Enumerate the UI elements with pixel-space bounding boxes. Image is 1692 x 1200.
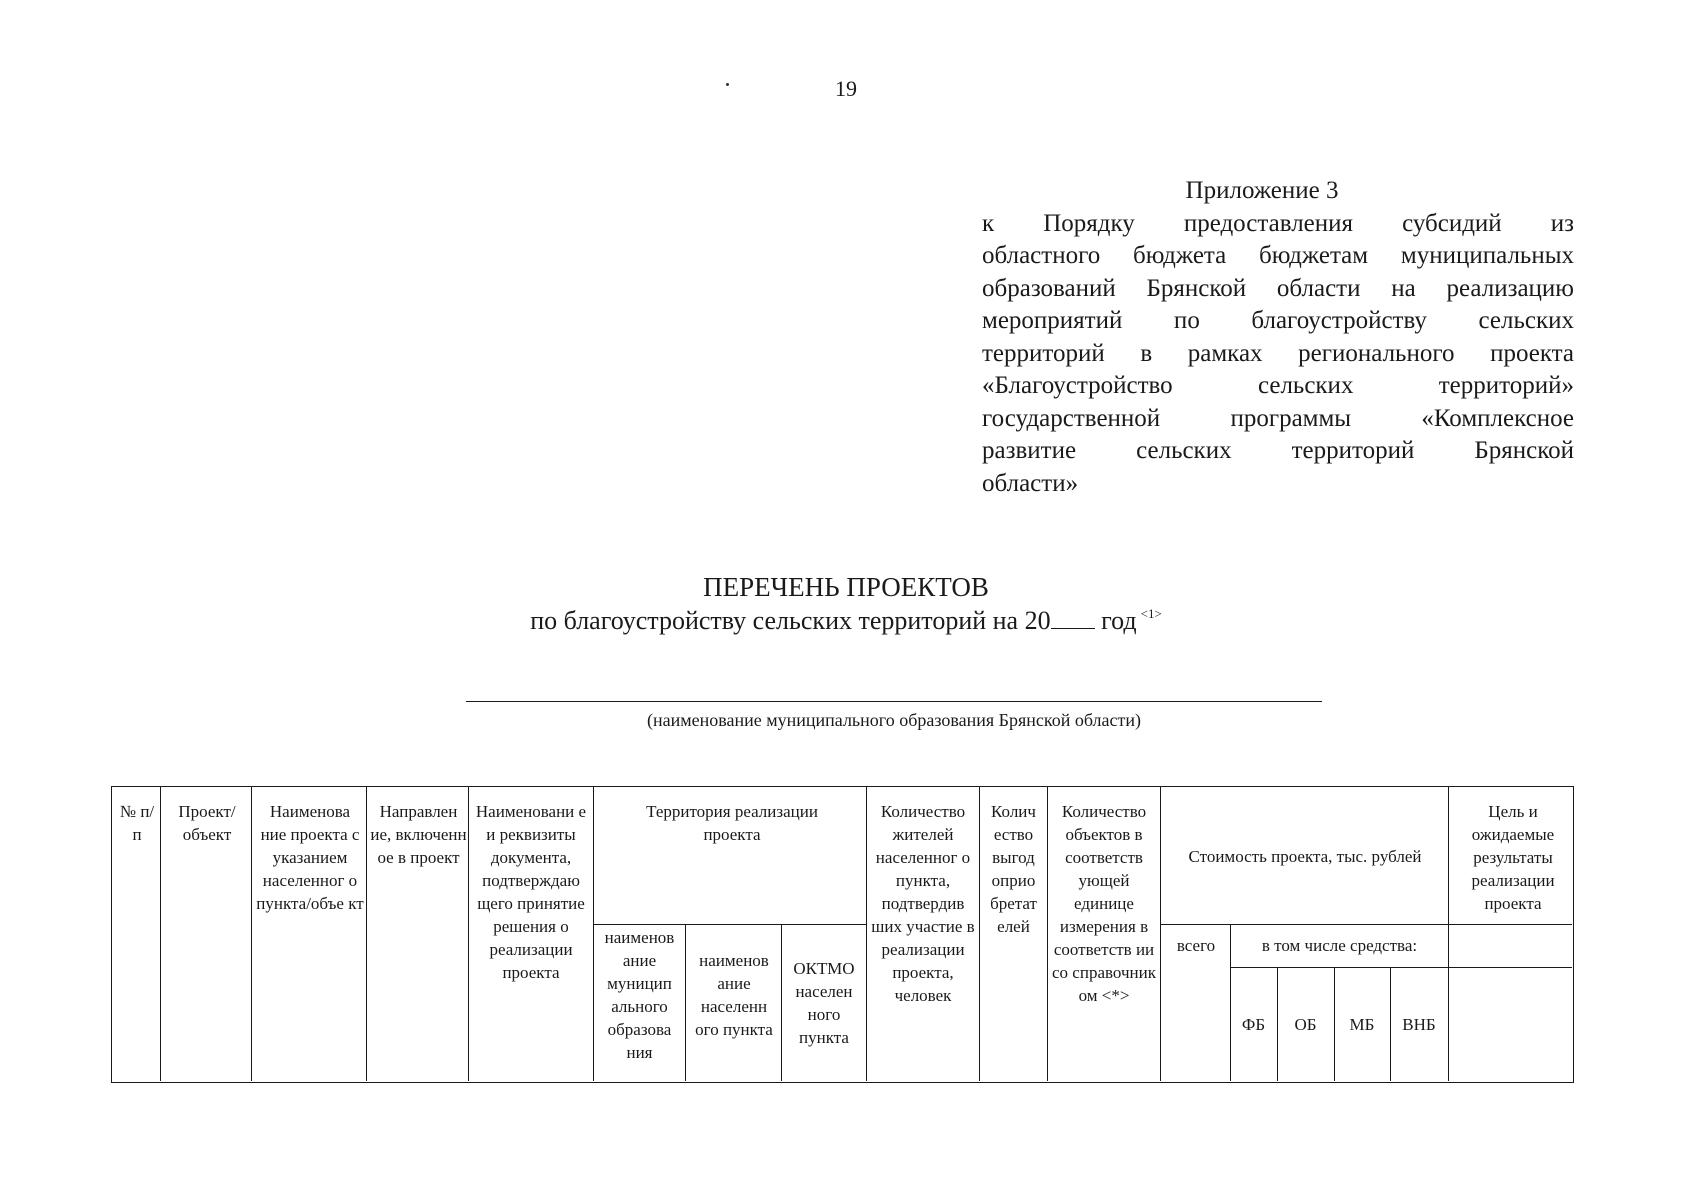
projects-table [111,786,1574,1083]
document-subtitle [0,606,1692,636]
header-fb: ФБ [1241,1015,1266,1034]
header-vnb: ВНБ [1402,1015,1436,1034]
header-mb: МБ [1349,1015,1375,1034]
page-number: 19 [835,76,857,101]
row-divider [1160,924,1572,925]
appendix-line: областного бюджета бюджетам муниципальных [982,242,1574,269]
col-divider [1160,787,1161,1081]
header-territory: Территория реализации проекта [646,802,818,844]
header-territory-municipality: наименов ание муницип ального образова ния [604,928,675,1062]
appendix-line: мероприятий по благоустройству сельских [982,307,1574,334]
document-title: ПЕРЕЧЕНЬ ПРОЕКТОВ [703,572,989,602]
col-divider [1230,924,1231,1081]
col-divider [866,787,867,1081]
row-divider [593,924,866,925]
appendix-line: «Благоустройство сельских территорий» [982,372,1574,399]
header-territory-oktmo: ОКТМО населен ного пункта [793,959,855,1047]
col-divider [593,787,594,1081]
header-territory-settlement: наименов ание населенн ого пункта [695,951,773,1039]
col-divider [1448,787,1449,1081]
col-divider [366,787,367,1081]
header-document: Наименовани е и реквизиты документа, подтверждаю щего принятие решения о реализации проекта [475,802,587,982]
scan-dot [726,83,729,86]
col-divider [251,787,252,1081]
header-including: в том числе средства: [1261,936,1418,955]
appendix-title: Приложение 3 [1185,177,1339,204]
municipality-line [466,701,1322,702]
appendix-block [982,175,1574,500]
appendix-line: области» [982,469,1079,497]
col-divider [468,787,469,1081]
header-direction-text: Направлен ие, включенн ое в проект [370,802,467,867]
header-residents: Количество жителей населенног о пункта, подтвердив ших участие в реализации проекта, человек [871,802,975,1005]
col-divider [1047,787,1048,1081]
subtitle-year-word: год [1094,606,1137,635]
col-divider [979,787,980,1081]
appendix-line: к Порядку предоставления субсидий из [982,209,1574,237]
col-divider [781,924,782,1081]
header-total: всего [1176,936,1216,955]
municipality-caption: (наименование муниципального образования Брянской области) [646,710,1142,730]
appendix-line: развитие сельских территорий Брянской [982,437,1574,464]
header-goal: Цель и ожидаемые результаты реализации проекта [1471,802,1555,913]
col-divider [160,787,161,1081]
header-num: № п/п [119,802,155,844]
year-blank [1051,608,1095,629]
appendix-line: государственной программы «Комплексное [982,404,1574,432]
row-divider [1230,967,1572,968]
header-objects: Количество объектов в соответств ующей единице измерения в соответств ии со справочник ом <*> [1052,802,1156,1005]
col-divider [685,924,686,1081]
header-ob: ОБ [1294,1015,1317,1034]
header-project: Проект/ объект [178,802,236,844]
header-project-name: Наименова ние проекта с указанием населенног о пункта/объе кт [256,802,364,913]
header-beneficiaries: Колич ество выгод оприо бретат елей [990,802,1037,936]
footnote-mark: <1> [1140,606,1162,621]
header-cost: Стоимость проекта, тыс. рублей [1188,847,1422,866]
subtitle-text: по благоустройству сельских территорий на 20 [530,606,1051,635]
appendix-line: образований Брянской области на реализацию [982,274,1574,302]
appendix-line: территорий в рамках регионального проекта [982,339,1574,367]
